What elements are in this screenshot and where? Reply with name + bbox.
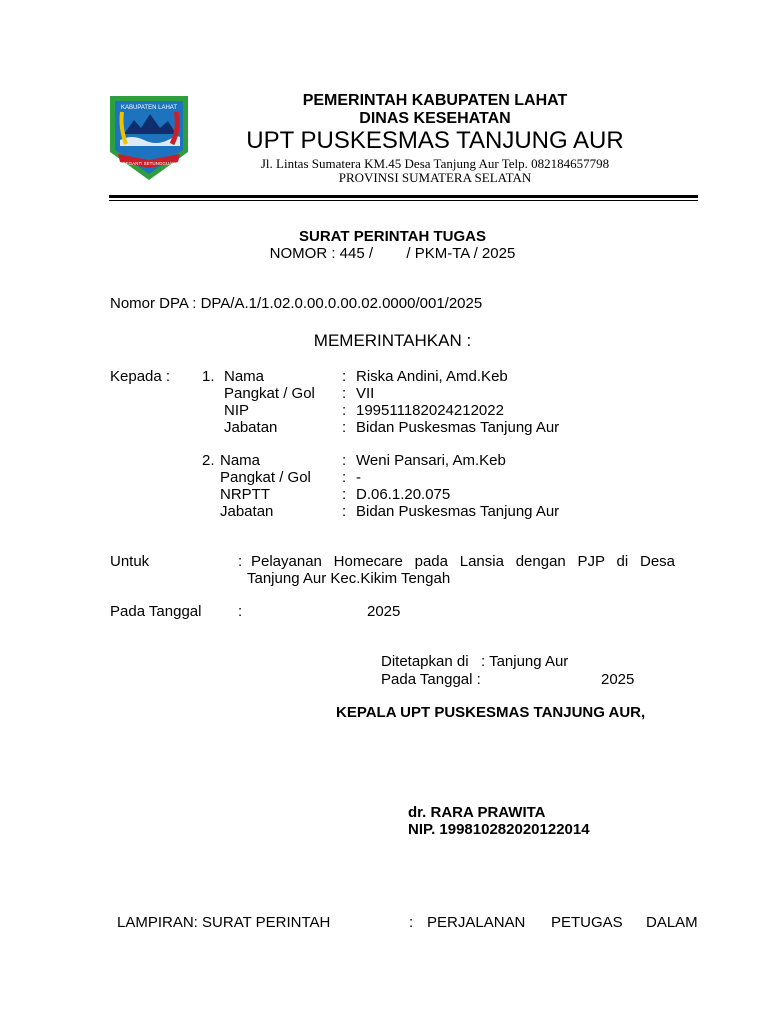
signatory-position: KEPALA UPT PUSKESMAS TANJUNG AUR, [336, 704, 646, 721]
person-2-id-label: NRPTT [220, 486, 270, 503]
dpa-number: Nomor DPA : DPA/A.1/1.02.0.00.0.00.02.0000/001/2025 [110, 295, 483, 312]
recipient-label: Kepada : [110, 368, 171, 385]
field-colon: : [342, 469, 347, 486]
letter-title: SURAT PERINTAH TUGAS [299, 228, 486, 245]
government-name: PEMERINTAH KABUPATEN LAHAT [302, 92, 568, 109]
attachment-word-3: DALAM [646, 914, 698, 931]
person-1-id-value: 199511182024212022 [356, 402, 504, 419]
date-colon: : [238, 603, 243, 620]
person-2-index: 2. [202, 452, 215, 469]
person-2-name-label: Nama [220, 452, 261, 469]
field-colon: : [238, 553, 243, 570]
header-divider-thick [109, 195, 698, 198]
date-label: Pada Tanggal [110, 603, 202, 620]
field-colon: : [342, 503, 347, 520]
signatory-nip: NIP. 199810282020122014 [408, 821, 590, 838]
field-colon: : [342, 486, 347, 503]
field-colon: : [342, 419, 347, 436]
logo-bottom-text: SEGANTI SETUNGGUAN [122, 161, 176, 166]
purpose-text-line2: Tanjung Aur Kec.Kikim Tengah [247, 570, 451, 587]
institution-address: Jl. Lintas Sumatera KM.45 Desa Tanjung Aur Telp. 082184657798 [260, 156, 610, 171]
command-heading: MEMERINTAHKAN : [313, 331, 472, 350]
attachment-colon: : [409, 914, 414, 931]
purpose-text-line1: Pelayanan Homecare pada Lansia dengan PJP di Desa [251, 553, 675, 570]
person-1-rank-value: VII [356, 385, 375, 402]
field-colon: : [342, 402, 347, 419]
person-1-id-label: NIP [224, 402, 250, 419]
person-1-name-label: Nama [224, 368, 265, 385]
kabupaten-lahat-logo [108, 94, 190, 182]
person-2-name-value: Weni Pansari, Am.Keb [356, 452, 506, 469]
attachment-word-2: PETUGAS [551, 914, 623, 931]
date-year: 2025 [367, 603, 401, 620]
person-1-position-value: Bidan Puskesmas Tanjung Aur [356, 419, 560, 436]
institution-title: UPT PUSKESMAS TANJUNG AUR [246, 127, 624, 154]
institution-province: PROVINSI SUMATERA SELATAN [338, 170, 532, 185]
attachment-word-1: PERJALANAN [427, 914, 526, 931]
person-1-name-value: Riska Andini, Amd.Keb [356, 368, 508, 385]
field-colon: : [342, 368, 347, 385]
letter-number: NOMOR : 445 / / PKM-TA / 2025 [269, 245, 516, 262]
field-colon: : [342, 385, 347, 402]
header-divider-thin [109, 200, 698, 201]
purpose-label: Untuk [110, 553, 150, 570]
signatory-name: dr. RARA PRAWITA [408, 804, 546, 821]
stipulation-date-label: Pada Tanggal : [381, 671, 481, 688]
attachment-label: LAMPIRAN: SURAT PERINTAH [117, 914, 331, 931]
person-2-id-value: D.06.1.20.075 [356, 486, 451, 503]
department-name: DINAS KESEHATAN [359, 110, 511, 127]
person-1-position-label: Jabatan [224, 419, 278, 436]
stipulation-place-value: : Tanjung Aur [481, 653, 569, 670]
logo-top-text: KABUPATEN LAHAT [120, 105, 178, 111]
person-2-position-label: Jabatan [220, 503, 274, 520]
stipulation-place-label: Ditetapkan di [381, 653, 469, 670]
person-2-rank-label: Pangkat / Gol [220, 469, 311, 486]
person-2-rank-value: - [356, 469, 361, 486]
stipulation-date-year: 2025 [601, 671, 635, 688]
person-1-rank-label: Pangkat / Gol [224, 385, 315, 402]
field-colon: : [342, 452, 347, 469]
person-2-position-value: Bidan Puskesmas Tanjung Aur [356, 503, 560, 520]
person-1-index: 1. [202, 368, 215, 385]
